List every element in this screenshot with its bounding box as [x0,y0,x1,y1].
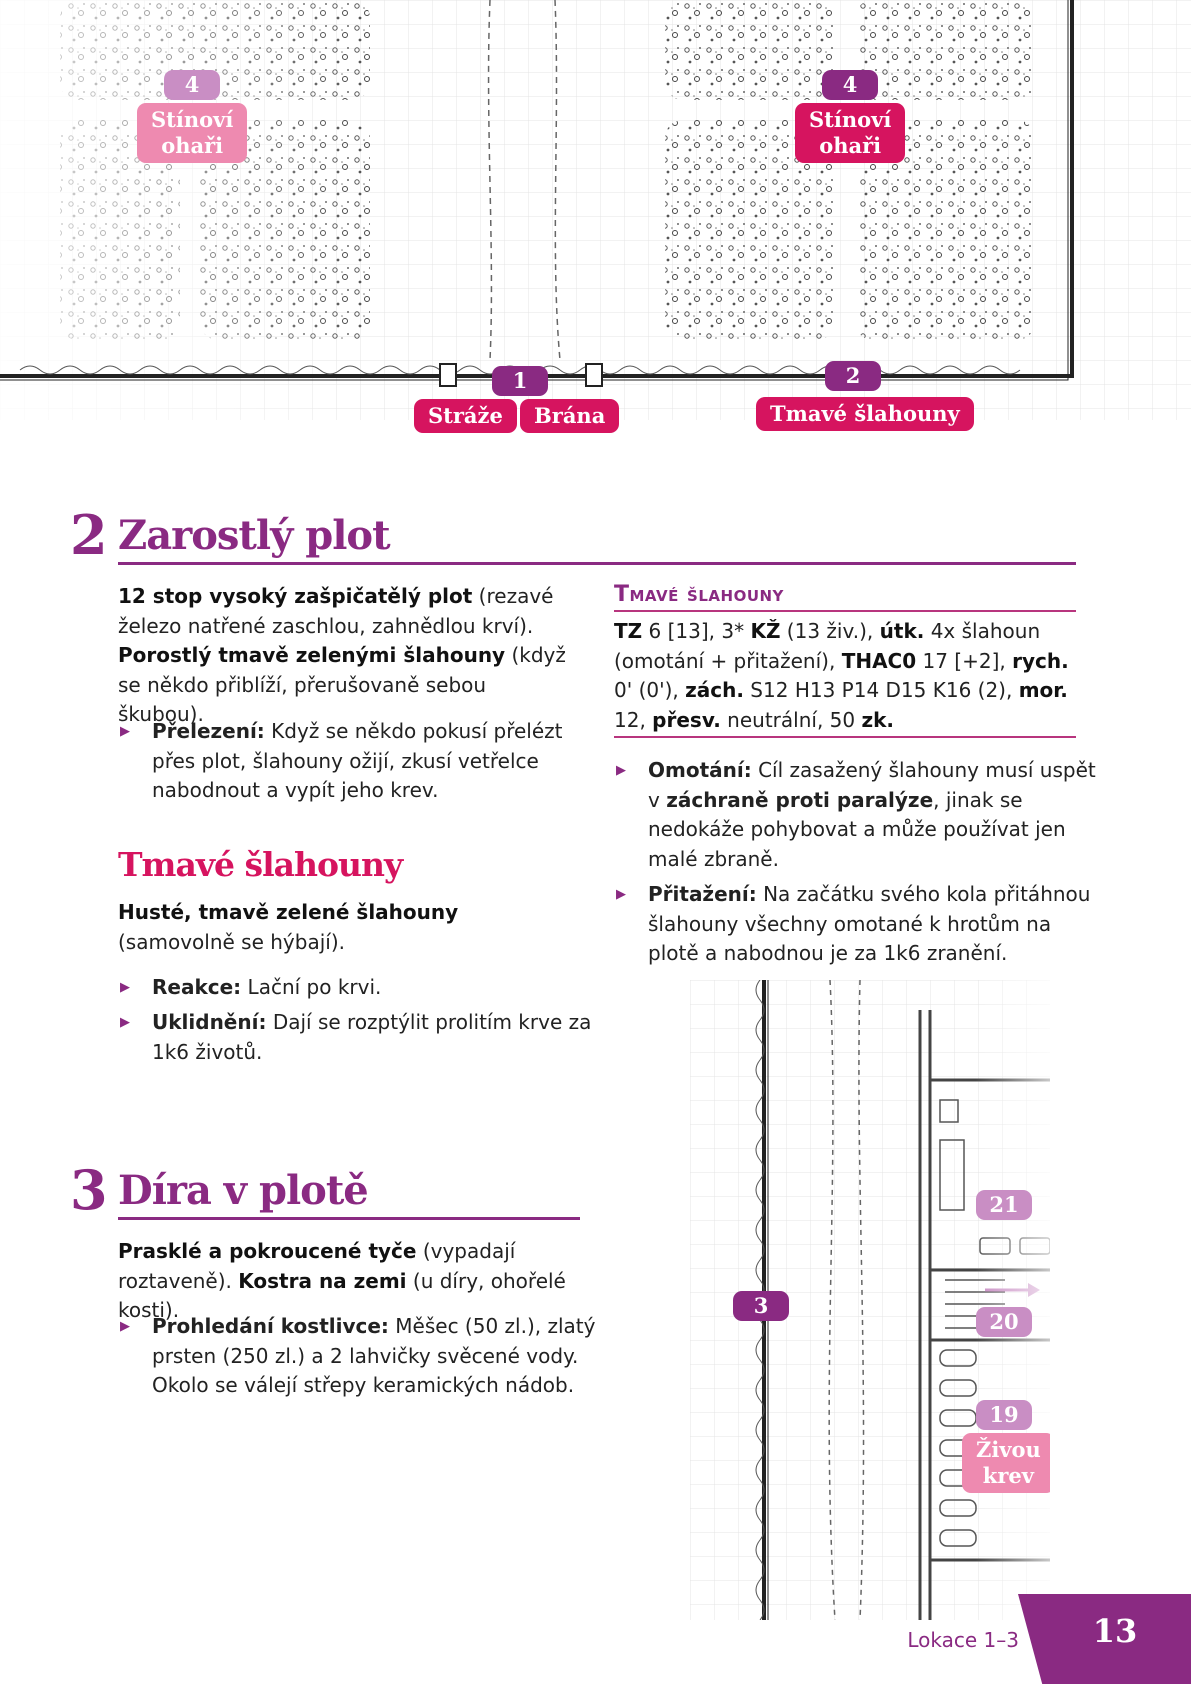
map-tag-label [137,103,247,163]
map-label-line: Stínoví [809,107,892,132]
text: (u díry, ohořelé kosti). [118,1268,566,1322]
page-number: 13 [1092,1612,1138,1650]
section-rule [118,562,1076,565]
bullet-text: Dají se rozptýlit prolitím krve za 1k6 životů. [152,1010,592,1064]
bullet-label: Reakce: [152,975,242,999]
stat-label: přesv. [652,707,721,732]
map-tag-number: 3 [733,1291,789,1321]
map-tag-label: Stráže [414,399,517,433]
section-intro [118,582,578,730]
garden-map-top [0,0,1191,440]
bold-text: Kostra na zemi [238,1268,407,1293]
stat-label: mor. [1018,678,1068,702]
map-tag-number: 20 [976,1307,1032,1337]
section-rule [118,1217,580,1220]
stat-value: (13 živ.), [780,619,880,643]
stat-value: 12, [614,707,653,732]
map-tag-number: 21 [976,1190,1032,1220]
bullet-text: , jinak se nedokáže pohybovat a může používat jen malé zbraně. [648,787,1066,871]
bullet-item [616,756,1103,874]
bold-text: Husté, tmavě zelené šlahouny [118,900,459,924]
stat-label: rych. [1012,648,1069,673]
bold-text: 12 stop vysoký zašpičatělý plot [118,584,473,608]
text: (když se někdo přiblíží, přerušovaně sebou škubou). [118,643,566,726]
stat-value: 17 [+2], [916,648,1013,673]
statblock-rule-bottom [614,736,1076,738]
section-number: 3 [70,1158,108,1222]
bullet-item [120,1008,612,1067]
map-tag-number: 19 [976,1400,1032,1430]
stat-value: neutrální, 50 [720,707,862,732]
subsection-intro [118,898,568,957]
section-title: Zarostlý plot [118,512,390,559]
bold-text: záchraně proti paralýze [666,787,934,812]
footer-location: Lokace 1–3 [907,1628,1019,1652]
subsection-title: Tmavé šlahouny [118,845,403,884]
map-tag-number: 4 [164,70,220,100]
map-tag-number: 1 [492,366,548,396]
stat-label: útk. [879,619,925,643]
bullet-item [120,1312,612,1401]
stat-label: zách. [685,678,744,702]
bullet-label: Přelezení: [152,719,265,743]
section-number: 2 [70,503,108,567]
map-label-line: Živou [976,1437,1041,1462]
map-tag-label: Tmavé šlahouny [756,397,974,431]
bullet-text: Na začátku svého kola přitáhnou šlahouny všechny omotané k hrotům na plotě a nabodnou je za 1k6 zranění. [648,882,1091,965]
stat-value: S12 H13 P14 D15 K16 (2), [743,678,1019,702]
bullet-text: Lační po krvi. [241,975,382,999]
statblock-body [614,617,1079,735]
stat-value: 4x šlahoun (omotání + přitažení), [614,619,1041,673]
map-tag-number: 4 [822,70,878,100]
stat-value: 6 [13], 3* [642,619,751,643]
bullet-label: Uklidnění: [152,1010,267,1034]
bullet-text: Cíl zasažený šlahouny musí uspět v [648,758,1096,812]
stat-value: 0' (0'), [614,678,686,702]
stat-label: zk. [861,707,895,732]
map-label-line: ohaři [161,133,224,158]
map-label-line: ohaři [819,133,882,158]
map-tag-label: Brána [520,399,619,433]
bullet-item [120,717,592,806]
statblock-rule-top [614,610,1076,612]
text: (rezavé železo natřené zaschlou, zahnědlou krví). [118,584,554,638]
map-tag-label [962,1433,1055,1493]
map-label-line: krev [982,1463,1034,1488]
bullet-label: Omotání: [648,758,752,782]
text: (samovolně se hýbají). [118,929,345,954]
stat-label: TZ [614,619,643,643]
statblock-heading: Tmavé šlahouny [614,582,784,607]
bullet-item [120,973,602,1003]
map-tag-number: 2 [825,361,881,391]
stat-label: THAC0 [841,648,917,673]
bullet-label: Prohledání kostlivce: [152,1314,389,1338]
bold-text: Prasklé a pokroucené tyče [118,1239,417,1263]
map-label-line: Stínoví [151,107,234,132]
map-tag-label [795,103,905,163]
section-title: Díra v plotě [118,1167,368,1214]
stat-label: KŽ [750,619,781,643]
bullet-label: Přitažení: [648,882,757,906]
bullet-item [616,880,1103,969]
bullet-text: Když se někdo pokusí přelézt přes plot, šlahouny ožijí, zkusí vetřelce nabodnout a vypít jeho krev. [152,719,563,802]
bullet-text: Měšec (50 zl.), zlatý prsten (250 zl.) a 2 lahvičky svěcené vody. Okolo se válejí střepy keramických nádob. [152,1314,596,1397]
map-edge-mask [1050,980,1191,1620]
text: (vypadají roztaveně). [118,1239,516,1293]
bold-text: Porostlý tmavě zelenými šlahouny [118,643,506,667]
